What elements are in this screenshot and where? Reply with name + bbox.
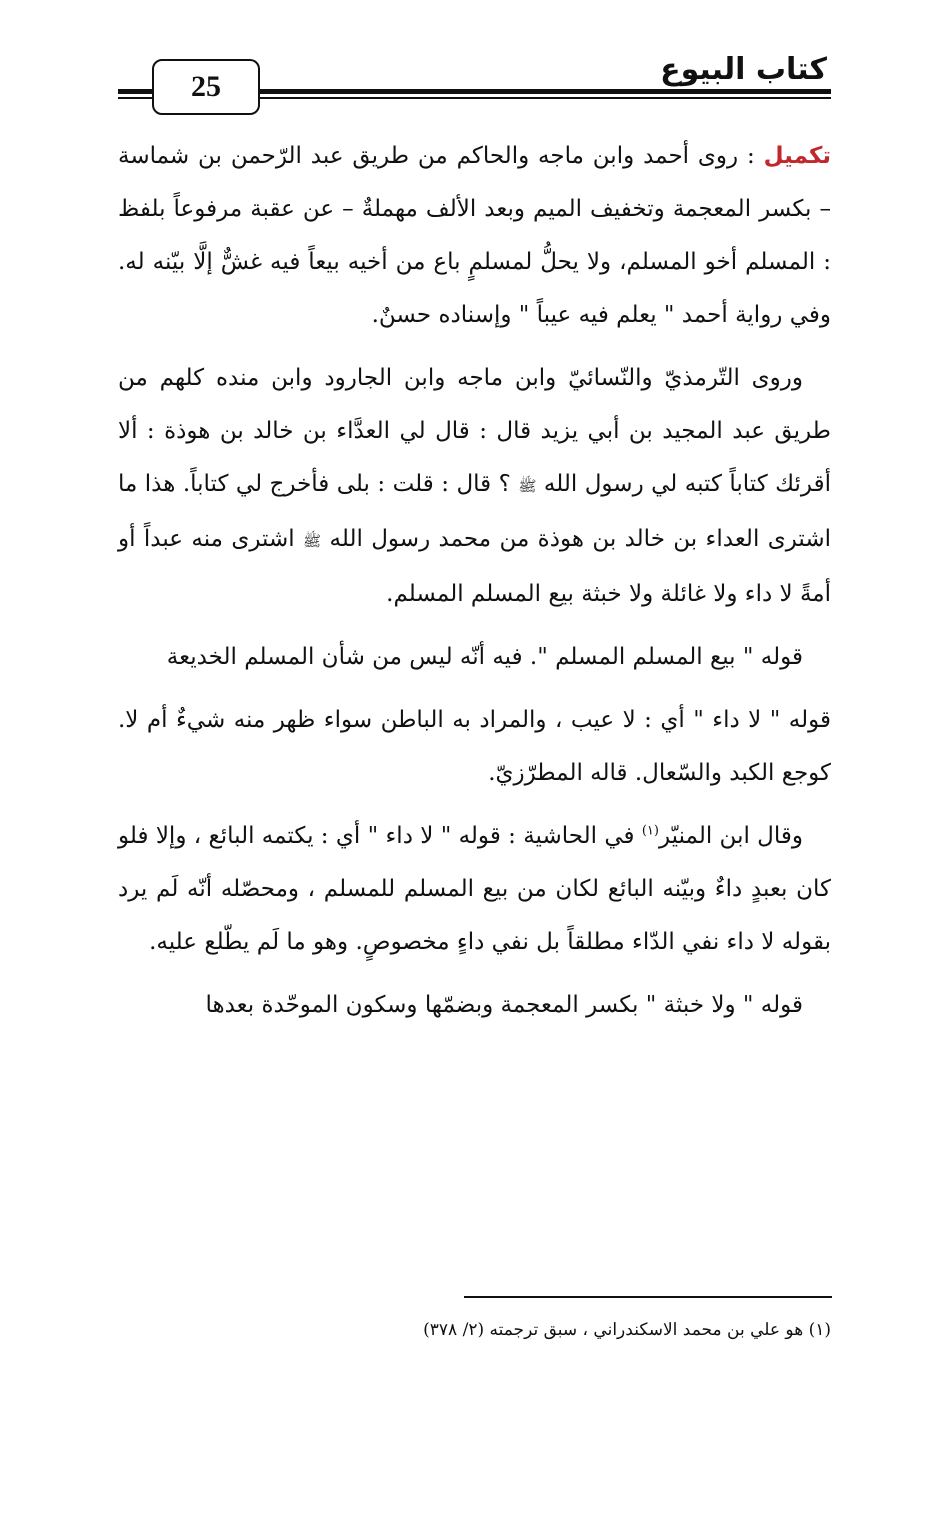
paragraph-text: ؟ قال : قلت : بلى فأخرج لي كتاباً. هذا ما اشترى العداء بن خالد بن هوذة من محمد رسول الله <box>118 471 831 552</box>
salawat-glyph: ﷺ <box>518 477 537 495</box>
paragraph-riwaya <box>118 352 831 621</box>
paragraph-khubtha <box>118 979 831 1032</box>
salawat-glyph: ﷺ <box>303 532 322 550</box>
paragraph-text: اشترى منه عبداً أو أمةً لا داء ولا غائلة ولا خبثة بيع المسلم المسلم. <box>118 526 831 607</box>
paragraph-text: قوله " ولا خبثة " بكسر المعجمة وبضمّها وسكون الموحّدة بعدها <box>205 992 803 1018</box>
chapter-title: كتاب البيوع <box>660 52 827 87</box>
paragraph-text: قوله " لا داء " أي : لا عيب ، والمراد به الباطن سواء ظهر منه شيءٌ أم لا. كوجع الكبد والسّعال. قاله المطرّزيّ. <box>118 707 831 786</box>
paragraph-text: قوله " بيع المسلم المسلم ". فيه أنّه ليس من شأن المسلم الخديعة <box>166 644 803 670</box>
paragraph-text: في الحاشية : قوله " لا داء " أي : يكتمه البائع ، وإلا فلو كان بعبدٍ داءٌ وبيّنه البائع لكان من بيع المسلم للمسلم ، ومحصّله أنّه لَم يرد بقوله لا داء نفي الدّاء مطلقاً بل نفي داءٍ مخصوصٍ. وهو ما لَم يطّلع عليه. <box>118 823 831 955</box>
paragraph-text: : روى أحمد وابن ماجه والحاكم من طريق عبد الرّحمن بن شماسة – بكسر المعجمة وتخفيف الميم وبعد الألف مهملةٌ – عن عقبة مرفوعاً بلفظ : المسلم أخو المسلم، ولا يحلُّ لمسلمٍ باع من أخيه بيعاً فيه غشٌّ إلَّا بيّنه له. وفي رواية أحمد " يعلم فيه عيباً " وإسناده حسنٌ. <box>118 143 831 328</box>
page-number: 25 <box>152 59 260 115</box>
paragraph-bay <box>118 631 831 684</box>
paragraph-text: وقال ابن المنيّر <box>658 823 803 849</box>
paragraph-la-daa <box>118 694 831 800</box>
body-text <box>118 130 831 1042</box>
footnote-separator <box>464 1296 832 1298</box>
footnote-reference[interactable]: (١) <box>641 823 659 839</box>
paragraph-takmil <box>118 130 831 342</box>
section-label: تكميل <box>763 143 832 169</box>
paragraph-text: وروى التّرمذيّ والنّسائيّ وابن ماجه وابن الجارود وابن منده كلهم من طريق عبد المجيد بن أبي يزيد قال : قال لي العدَّاء بن خالد بن هوذة : ألا أقرئك كتاباً كتبه لي رسول الله <box>118 365 832 497</box>
paragraph-ibn-munayyir <box>118 810 831 969</box>
footnote: (١) هو علي بن محمد الاسكندراني ، سبق ترجمته (٢/ ٣٧٨) <box>423 1320 831 1340</box>
